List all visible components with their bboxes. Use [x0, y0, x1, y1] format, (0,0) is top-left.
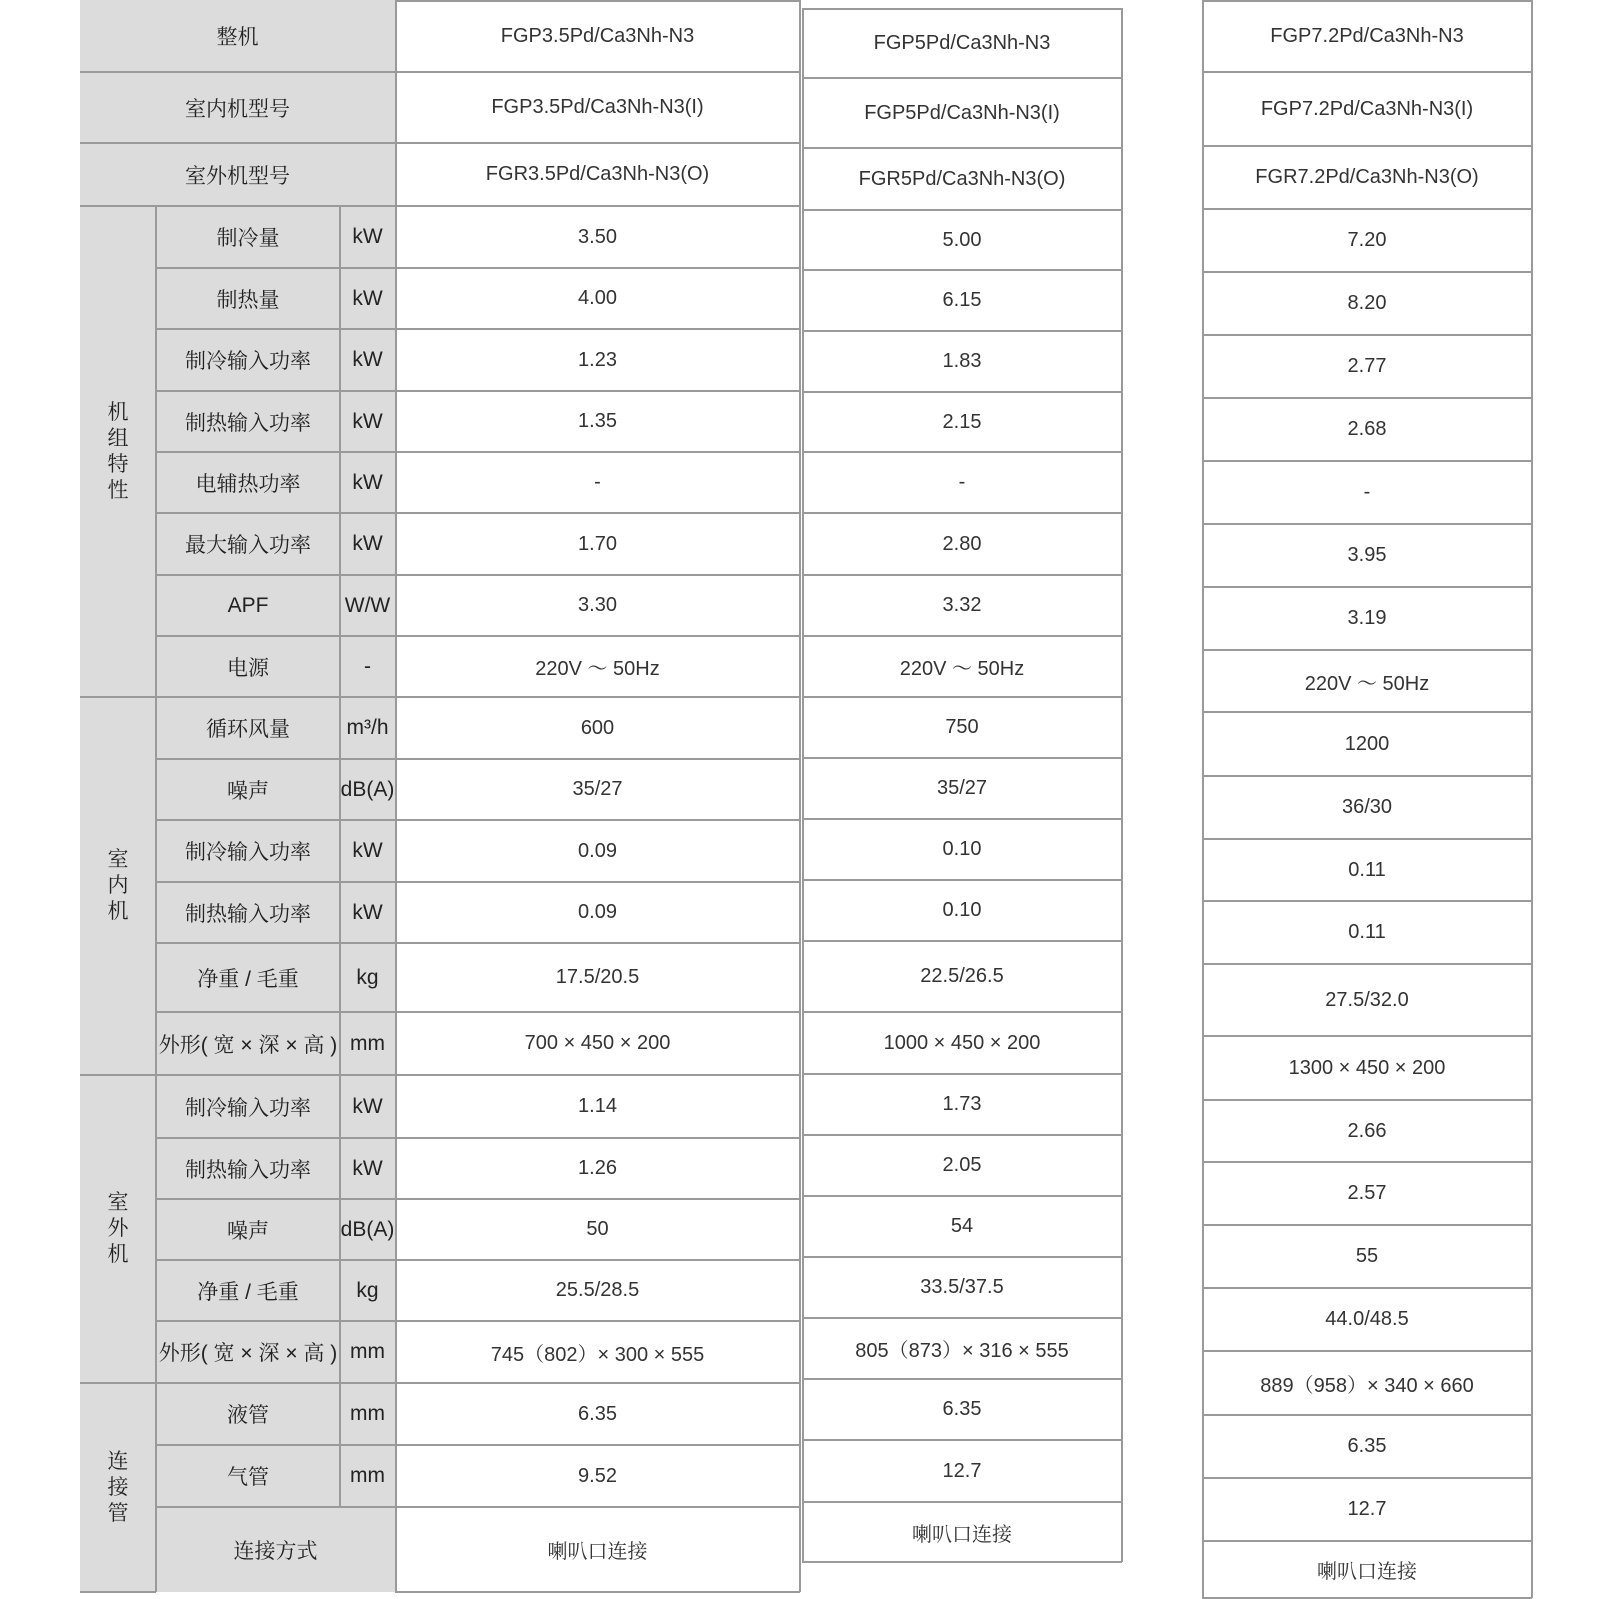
value-cell: 3.95 — [1347, 544, 1387, 566]
value-cell: 0.11 — [1348, 858, 1386, 881]
value-cell: 745（802）× 300 × 555 — [490, 1343, 705, 1366]
value-cell: 889（958）× 340 × 660 — [1260, 1374, 1474, 1397]
column-border — [802, 8, 804, 1562]
value-cell: 7.20 — [1347, 229, 1387, 251]
value-cell: 1.26 — [578, 1157, 617, 1179]
row-divider — [1202, 0, 1532, 2]
param-unit: kg — [356, 1278, 379, 1302]
value-cell: - — [958, 471, 966, 493]
value-cell: 1000 × 450 × 200 — [883, 1031, 1041, 1054]
model-name-cell: FGR5Pd/Ca3Nh-N3(O) — [858, 167, 1066, 190]
param-label: 制冷量 — [216, 227, 280, 250]
value-cell: 0.10 — [942, 899, 982, 921]
value-cell: 27.5/32.0 — [1325, 988, 1409, 1011]
model-name-cell: FGP3.5Pd/Ca3Nh-N3 — [500, 24, 695, 47]
param-unit: mm — [350, 1464, 385, 1487]
row-divider — [802, 8, 1122, 10]
value-cell: 2.80 — [942, 532, 982, 555]
group-label-char: 外 — [107, 1217, 129, 1240]
group-label-char: 室 — [107, 848, 129, 871]
value-cell: 750 — [945, 716, 979, 738]
group-label-char: 机 — [107, 1243, 129, 1266]
value-cell: 25.5/28.5 — [555, 1279, 640, 1301]
param-label: 净重 / 毛重 — [197, 967, 299, 991]
value-cell: 喇叭口连接 — [547, 1541, 648, 1563]
param-label: 制冷输入功率 — [185, 841, 311, 864]
group-label-char: 特 — [107, 452, 129, 476]
value-cell: 220V ～ 50Hz — [899, 658, 1025, 680]
header-label-outdoor_model: 室外机型号 — [185, 164, 290, 188]
group-label-char: 性 — [107, 478, 129, 502]
value-cell: 9.52 — [578, 1464, 617, 1487]
row-divider — [395, 1591, 800, 1593]
value-cell: 2.57 — [1347, 1182, 1387, 1204]
param-unit: dB(A) — [340, 1217, 395, 1241]
group-label-char: 内 — [107, 874, 129, 897]
value-cell: 220V ～ 50Hz — [535, 658, 660, 680]
value-cell: 5.00 — [942, 228, 982, 251]
group-label-char: 接 — [107, 1475, 129, 1499]
param-unit: mm — [350, 1031, 385, 1055]
param-unit: kW — [352, 532, 383, 555]
column-border — [1202, 0, 1204, 1598]
param-unit: - — [364, 654, 371, 678]
value-cell: 6.35 — [578, 1402, 617, 1425]
value-cell: 0.09 — [578, 901, 617, 923]
model-name-cell: FGR7.2Pd/Ca3Nh-N3(O) — [1255, 166, 1479, 188]
value-cell: 0.09 — [578, 839, 617, 862]
param-unit: dB(A) — [340, 777, 395, 801]
param-unit: kW — [352, 900, 383, 924]
value-cell: 700 × 450 × 200 — [524, 1032, 671, 1054]
value-cell: 1.35 — [578, 410, 617, 432]
group-label — [80, 206, 156, 697]
param-unit: m³/h — [346, 716, 389, 739]
param-label: 最大输入功率 — [185, 534, 311, 557]
value-cell: 6.15 — [942, 289, 982, 311]
param-label: 净重 / 毛重 — [197, 1280, 299, 1304]
param-label-connection: 连接方式 — [233, 1539, 318, 1563]
model-name-cell: FGR3.5Pd/Ca3Nh-N3(O) — [485, 163, 710, 185]
header-divider — [80, 71, 395, 73]
param-unit: kW — [352, 348, 383, 371]
column-border — [799, 0, 801, 1592]
param-label: 外形( 宽 × 深 × 高 ) — [158, 1033, 338, 1057]
column-border — [1121, 8, 1123, 1562]
group-label — [80, 1383, 156, 1592]
value-cell: 2.66 — [1347, 1119, 1387, 1142]
value-cell: 0.11 — [1348, 921, 1386, 943]
param-unit: mm — [350, 1402, 385, 1425]
value-cell: 54 — [950, 1215, 974, 1237]
value-cell: 44.0/48.5 — [1325, 1308, 1409, 1330]
value-cell: - — [594, 471, 601, 493]
group-label-char: 组 — [107, 426, 129, 450]
param-label: 制热输入功率 — [185, 902, 311, 926]
group-label-char: 连 — [107, 1449, 129, 1473]
value-cell: 1.23 — [578, 348, 617, 371]
value-cell: 0.10 — [942, 838, 982, 860]
param-unit: mm — [350, 1340, 385, 1363]
value-cell: 35/27 — [572, 778, 623, 800]
value-cell: 600 — [580, 716, 615, 739]
param-unit: kW — [352, 470, 383, 494]
param-label: 制冷输入功率 — [185, 350, 311, 373]
value-cell: 2.68 — [1347, 418, 1387, 440]
value-cell: 1300 × 450 × 200 — [1288, 1056, 1446, 1079]
model-name-cell: FGP3.5Pd/Ca3Nh-N3(I) — [491, 96, 704, 118]
unit-col-divider — [339, 206, 341, 1507]
row-divider — [395, 0, 800, 2]
header-label-whole_unit: 整机 — [216, 26, 259, 49]
value-cell: 12.7 — [1347, 1498, 1387, 1520]
value-cell: 50 — [586, 1218, 609, 1240]
value-cell: 2.15 — [942, 410, 982, 433]
model-name-cell: FGP5Pd/Ca3Nh-N3(I) — [864, 101, 1060, 124]
value-cell: 22.5/26.5 — [920, 965, 1004, 987]
value-cell: 3.30 — [578, 594, 617, 616]
value-cell: 喇叭口连接 — [1317, 1561, 1417, 1583]
group-label-char: 机 — [107, 900, 129, 923]
row-divider — [802, 1561, 1122, 1563]
param-unit: kW — [352, 286, 383, 310]
param-unit: kW — [352, 225, 383, 248]
param-label: 电辅热功率 — [195, 472, 301, 496]
value-cell: 3.50 — [578, 225, 617, 248]
group-label-char: 管 — [107, 1501, 129, 1525]
param-label: APF — [227, 593, 269, 617]
column-border — [1531, 0, 1533, 1598]
param-unit: kW — [352, 1156, 383, 1180]
group-label — [80, 697, 156, 1075]
param-label: 制热量 — [216, 288, 280, 312]
param-label: 制热输入功率 — [185, 411, 311, 435]
value-cell: 8.20 — [1347, 292, 1387, 314]
param-unit: kW — [352, 409, 383, 433]
value-cell: 1.70 — [578, 532, 617, 555]
param-label: 外形( 宽 × 深 × 高 ) — [158, 1342, 338, 1365]
value-cell: 35/27 — [936, 777, 988, 799]
header-label-indoor_model: 室内机型号 — [185, 97, 290, 121]
param-label: 电源 — [227, 656, 269, 680]
group-col-divider — [155, 206, 157, 1592]
column-border — [395, 0, 397, 1592]
value-cell: 55 — [1355, 1245, 1379, 1267]
header-divider — [80, 142, 395, 144]
value-cell: 805（873）× 316 × 555 — [855, 1340, 1069, 1362]
value-cell: 3.19 — [1347, 607, 1387, 629]
value-cell: 1200 — [1344, 732, 1390, 755]
param-label: 循环风量 — [206, 718, 290, 741]
param-label: 制热输入功率 — [185, 1158, 311, 1182]
value-cell: 33.5/37.5 — [920, 1276, 1004, 1298]
model-name-cell: FGP7.2Pd/Ca3Nh-N3 — [1270, 24, 1464, 47]
group-label — [80, 1075, 156, 1383]
value-cell: - — [1363, 481, 1371, 503]
group-label-char: 室 — [107, 1191, 129, 1214]
value-cell: 36/30 — [1341, 796, 1393, 818]
value-cell: 6.35 — [1347, 1435, 1387, 1457]
value-cell: 2.05 — [942, 1154, 982, 1176]
param-label: 噪声 — [227, 779, 269, 803]
value-cell: 1.83 — [942, 350, 982, 372]
group-label-char: 机 — [107, 400, 129, 424]
value-cell: 1.73 — [942, 1093, 982, 1115]
value-cell: 4.00 — [578, 287, 617, 309]
model-name-cell: FGP7.2Pd/Ca3Nh-N3(I) — [1260, 97, 1474, 120]
value-cell: 喇叭口连接 — [912, 1523, 1012, 1546]
param-unit: kg — [356, 965, 379, 989]
param-unit: W/W — [344, 593, 391, 617]
param-label: 液管 — [227, 1404, 269, 1427]
param-label: 噪声 — [227, 1219, 269, 1243]
value-cell: 220V ～ 50Hz — [1304, 672, 1430, 695]
value-cell: 17.5/20.5 — [555, 966, 640, 988]
value-cell: 3.32 — [942, 594, 982, 616]
value-cell: 1.14 — [578, 1095, 617, 1117]
value-cell: 6.35 — [942, 1398, 982, 1420]
value-cell: 12.7 — [942, 1459, 982, 1482]
value-cell: 2.77 — [1347, 355, 1387, 377]
group-divider — [80, 1591, 156, 1593]
param-unit: kW — [352, 1094, 383, 1118]
param-label: 气管 — [227, 1466, 269, 1489]
param-unit: kW — [352, 839, 383, 862]
model-name-cell: FGP5Pd/Ca3Nh-N3 — [873, 31, 1051, 54]
param-label: 制冷输入功率 — [185, 1096, 311, 1120]
header-divider — [80, 205, 395, 207]
